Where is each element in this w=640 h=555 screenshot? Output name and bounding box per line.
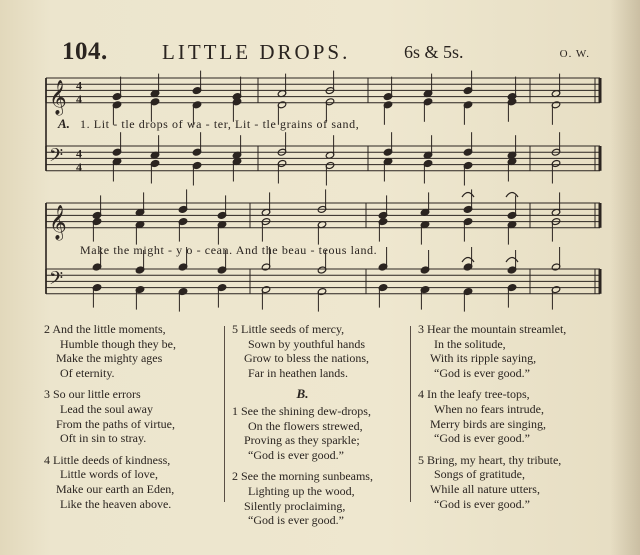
stanza-line: 2 And the little moments,	[44, 322, 166, 336]
stanza-line: Lead the soul away	[60, 401, 153, 416]
stanza-line: 3 Hear the mountain streamlet,	[418, 322, 567, 336]
fermata-icon	[506, 193, 518, 198]
section-label-a: A.	[58, 116, 70, 131]
stanza	[418, 453, 566, 511]
stanza-line: Grow to bless the nations,	[244, 351, 369, 366]
stanza-line: “God is ever good.”	[434, 431, 530, 446]
verse-column-1	[44, 322, 176, 518]
stanza-number: 3	[418, 322, 424, 336]
stanza-line: Far in heathen lands.	[248, 365, 348, 380]
stanza-line: Silently proclaiming,	[244, 498, 346, 513]
stanza-line: From the paths of virtue,	[56, 416, 175, 431]
stanza	[232, 469, 373, 527]
stanza-line: Make our earth an Eden,	[56, 481, 175, 496]
stanza-number: 4	[44, 452, 50, 467]
lyric-line-1: 1. Lit - tle drops of wa - ter, Lit - tle grains of sand,	[80, 117, 360, 131]
stanza-line: “God is ever good.”	[248, 513, 344, 528]
stanza	[418, 322, 566, 380]
stanza-line: When no fears intrude,	[434, 401, 544, 416]
stanza-line: Sown by youthful hands	[248, 336, 365, 351]
stanza-line: Oft in sin to stray.	[60, 431, 147, 446]
stanza-line: Humble though they be,	[60, 336, 176, 351]
hymn-number: 104.	[62, 38, 108, 65]
stanza	[44, 453, 176, 511]
stanza-number: 1	[232, 403, 238, 418]
stanza-number: 2	[232, 469, 238, 484]
stanza-number: 4	[418, 387, 424, 402]
stanza-number: 5	[418, 452, 424, 467]
stanza-line: In the solitude,	[434, 336, 506, 351]
stanza-line: 4 In the leafy tree-tops,	[418, 387, 530, 402]
time-signature: 4	[76, 159, 82, 174]
stanza-line: 2 See the morning sunbeams,	[232, 469, 373, 484]
stanza-line: 3 So our little errors	[44, 387, 141, 402]
stanza-line: “God is ever good.”	[434, 496, 530, 511]
stanza	[44, 322, 176, 380]
stanza-line: Little words of love,	[60, 467, 158, 482]
stanza	[232, 322, 373, 380]
fermata-icon	[462, 258, 474, 263]
stanza-line: Lighting up the wood,	[248, 483, 355, 498]
stanza-line: Of eternity.	[60, 365, 115, 380]
stanza-line: With its ripple saying,	[430, 351, 537, 366]
stanza-number: 3	[44, 387, 50, 402]
stanza-line: 5 Bring, my heart, thy tribute,	[418, 452, 562, 467]
bass-clef-icon: 𝄢	[49, 145, 64, 171]
stanza-line: Make the mighty ages	[56, 351, 163, 366]
stanza-line: Like the heaven above.	[60, 496, 172, 511]
stanza-line: “God is ever good.”	[248, 447, 344, 462]
treble-clef-icon: 𝄞	[49, 79, 67, 115]
section-label-b: B.	[296, 386, 309, 402]
hymn-title: LITTLE DROPS.	[162, 40, 351, 64]
time-signature: 4	[76, 146, 82, 161]
stanza	[232, 404, 373, 462]
stanza-line: On the flowers strewed,	[248, 418, 363, 433]
bass-clef-icon: 𝄢	[49, 268, 64, 294]
stanza-line: 1 See the shining dew-drops,	[232, 403, 371, 418]
stanza-line: Songs of gratitude,	[434, 467, 525, 482]
stanza-line: While all nature utters,	[430, 481, 540, 496]
fermata-icon	[462, 193, 474, 198]
stanza	[418, 387, 566, 445]
stanza-line: Merry birds are singing,	[430, 416, 546, 431]
hymn-meter: 6s & 5s.	[404, 42, 464, 62]
stanza	[44, 387, 176, 445]
verse-column-3	[418, 322, 566, 518]
lyric-line-2: Make the might - y o - cean. And the beau - teous land.	[80, 243, 378, 257]
stanza-line: “God is ever good.”	[434, 365, 530, 380]
time-signature: 4	[76, 78, 82, 93]
stanza-number: 2	[44, 322, 50, 336]
stanza-line: 4 Little deeds of kindness,	[44, 452, 171, 467]
hymn-composer: O. W.	[559, 48, 590, 60]
treble-clef-icon: 𝄞	[49, 204, 67, 240]
time-signature: 4	[76, 91, 82, 106]
fermata-icon	[506, 258, 518, 263]
verse-column-2	[232, 322, 373, 535]
stanza-line: 5 Little seeds of mercy,	[232, 322, 345, 336]
stanza-line: Proving as they sparkle;	[244, 433, 360, 448]
verses-area	[40, 322, 620, 528]
